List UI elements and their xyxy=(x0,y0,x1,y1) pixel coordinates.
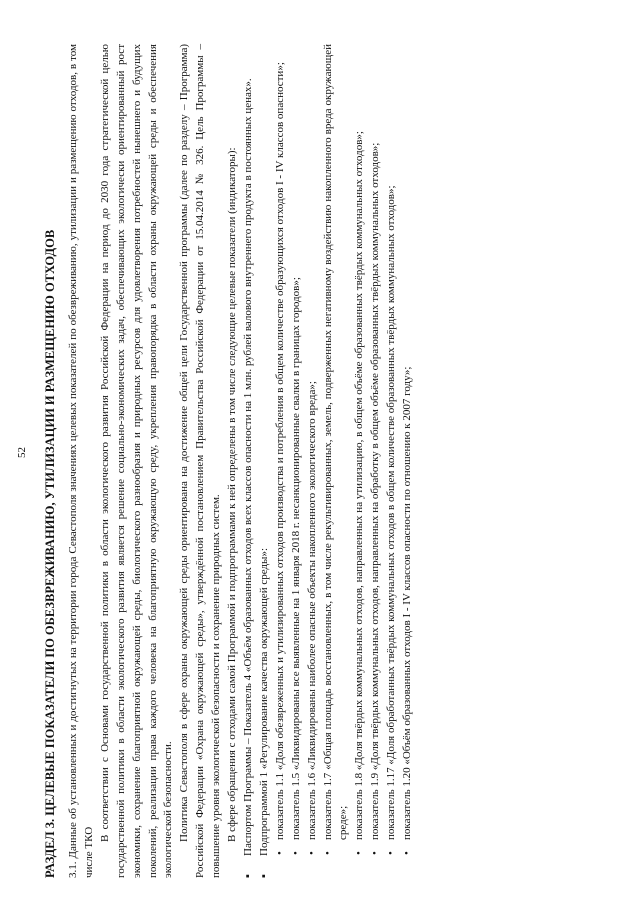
list-item-text: Подпрограммой 1 «Регулирование качества окружающей среды»: xyxy=(257,548,270,856)
paragraph-indicators: В сфере обращения с отходами самой Программой и подпрограммами к ней определены в том числе следующие целевые показатели (индикаторы): xyxy=(226,147,239,842)
subsection-heading: 3.1. Данные об установленных и достигнутых на территории города Севастополя значениях целевых показателей по обезвреживанию, утилизации и размещению отходов, в том числе ТКО xyxy=(67,44,95,878)
indicator-1-8: • показатель 1.8 «Доля твёрдых коммунальных отходов, направленных на утилизацию, в общем объёме образованных твёрдых коммунальных отходов»; xyxy=(352,44,368,862)
indicator-1-1: • показатель 1.1 «Доля обезвреженных и утилизированных отходов производства и потребления в общем количестве образующихся отходов I - IV классов опасности»; xyxy=(273,44,289,862)
list-item-passport xyxy=(241,44,257,878)
indicator-1-20: • показатель 1.20 «Объём образованных отходов I - IV классов опасности по отношению к 2007 году»; xyxy=(400,44,416,862)
indicator-list xyxy=(241,44,416,878)
list-item-text: Паспортом Программы – Показатель 4 «Объём образованных отходов всех классов опасности на 1 млн. рублей валового внутреннего продукта в постоянных ценах». xyxy=(241,78,254,856)
indicator-1-6: • показатель 1.6 «Ликвидированы наиболее опасные объекты накопленного экологического вреда»; xyxy=(305,44,321,862)
document-body xyxy=(42,44,416,878)
indicator-1-17: • показатель 1.17 «Доля обработанных твёрдых коммунальных отходов в общем количестве образованных твёрдых коммунальных отходов»; xyxy=(384,44,400,862)
indicator-1-9: • показатель 1.9 «Доля твёрдых коммунальных отходов, направленных на обработку в общем объёме образованных твёрдых коммунальных отходов»; xyxy=(368,44,384,862)
subprogram-indicator-list xyxy=(273,44,416,862)
list-item-subprogram xyxy=(257,44,416,878)
paragraph-program: Политика Севастополя в сфере охраны окружающей среды ориентирована на достижение общей цели Государственной программы (далее по разделу – Программа) Российской Федерации «Охрана окружающей среды», утверждённой постановлением Правительства Российской Федерации от 15.04.2014 № 326. Цель Программы – повышение уровня экологической безопасности и сохранение природных систем. xyxy=(178,44,223,878)
paragraph-goals: В соответствии с Основами государственной политики в области экологического развития Российской Федерации на период до 2030 года стратегической целью государственной политики в области экологического развития является решение социально-экономических задач, обеспечивающих экологически ориентированный рост экономики, сохранение благоприятной окружающей среды, биологического разнообразия и природных ресурсов для удовлетворения потребностей нынешнего и будущих поколений, реализации права каждого человека на благоприятную окружающую среду, укрепления правопорядка в области охраны окружающей среды и обеспечения экологической безопасности. xyxy=(98,44,175,878)
indicator-1-7: • показатель 1.7 «Общая площадь восстановленных, в том числе рекультивированных, земель, подверженных негативному воздействию накопленного вреда окружающей среде»; xyxy=(321,44,353,862)
section-title: РАЗДЕЛ 3. ЦЕЛЕВЫЕ ПОКАЗАТЕЛИ ПО ОБЕЗВРЕЖИВАНИЮ, УТИЛИЗАЦИИ И РАЗМЕЩЕНИЮ ОТХОДОВ xyxy=(43,229,57,878)
indicator-1-5: • показатель 1.5 «Ликвидированы все выявленные на 1 января 2018 г. несанкционированные свалки в границах городов»; xyxy=(289,44,305,862)
page-number: 52 xyxy=(16,447,28,458)
